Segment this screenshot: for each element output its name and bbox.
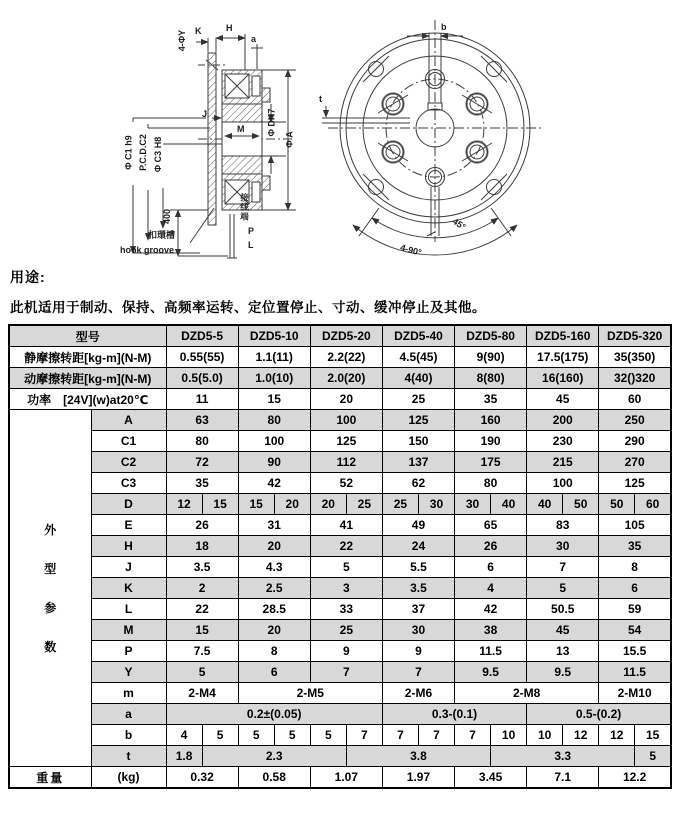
dim-value-cell: 7.5 [166, 641, 238, 662]
dim-value-cell: 26 [166, 515, 238, 536]
spec-table-body [9, 325, 671, 788]
dim-value-cell: 42 [455, 599, 527, 620]
dim-value-cell: 72 [166, 452, 238, 473]
label-dim-h: H [226, 23, 233, 33]
dim-value-cell: 2-M8 [455, 683, 599, 704]
spec-value-cell: 17.5(175) [527, 347, 599, 368]
dim-row-label: P [91, 641, 166, 662]
spec-row-label: 静摩擦转距[kg-m](N-M) [9, 347, 166, 368]
label-dim-c1: Φ C1 h9 [123, 135, 134, 170]
flange-block-lower [262, 176, 270, 190]
dim-value-cell: 20 [310, 494, 346, 515]
dim-value-cell: 190 [455, 431, 527, 452]
dim-value-cell: 100 [527, 473, 599, 494]
dim-value-cell: 10 [527, 725, 563, 746]
dim-value-cell: 2-M6 [382, 683, 454, 704]
label-dim-A: Φ A [284, 131, 295, 148]
spec-value-cell: 25 [382, 389, 454, 410]
dim-value-cell: 4 [166, 725, 202, 746]
coil-winding-upper [225, 74, 249, 98]
dim-value-cell: 215 [527, 452, 599, 473]
label-hook-groove-en: hook groove [120, 245, 175, 255]
dim-value-cell: 35 [599, 536, 671, 557]
dim-value-cell: 12 [563, 725, 599, 746]
dim-value-cell: 1.8 [166, 746, 202, 767]
dim-row-label: C3 [91, 473, 166, 494]
weight-value-cell: 7.1 [527, 767, 599, 789]
dim-value-cell: 0.3-(0.1) [382, 704, 526, 725]
dim-row-label: D [91, 494, 166, 515]
dim-row-label: K [91, 578, 166, 599]
dim-value-cell: 112 [310, 452, 382, 473]
dim-value-cell: 150 [382, 431, 454, 452]
front-lead-wires [427, 187, 439, 236]
dim-value-cell: 5 [238, 725, 274, 746]
weight-value-cell: 0.58 [238, 767, 310, 789]
dim-row-label: E [91, 515, 166, 536]
dim-value-cell: 54 [599, 620, 671, 641]
hub-upper [222, 104, 262, 122]
label-dim-l: L [248, 240, 254, 250]
technical-drawings [0, 0, 680, 265]
dim-value-cell: 25 [346, 494, 382, 515]
spec-table [8, 324, 672, 789]
weight-value-cell: 3.45 [455, 767, 527, 789]
weight-value-cell: 1.07 [310, 767, 382, 789]
spec-value-cell: 16(160) [527, 368, 599, 389]
dim-value-cell: 6 [455, 557, 527, 578]
spec-value-cell: 20 [310, 389, 382, 410]
dim-value-cell: 20 [274, 494, 310, 515]
dim-value-cell: 7 [382, 662, 454, 683]
dim-row-label: A [91, 410, 166, 431]
spec-value-cell: 8(80) [455, 368, 527, 389]
dim-value-cell: 30 [418, 494, 454, 515]
dim-value-cell: 125 [310, 431, 382, 452]
dim-value-cell: 7 [310, 662, 382, 683]
dim-value-cell: 26 [455, 536, 527, 557]
dim-value-cell: 137 [382, 452, 454, 473]
dim-value-cell: 22 [310, 536, 382, 557]
dim-value-cell: 0.5-(0.2) [527, 704, 671, 725]
dim-value-cell: 15 [635, 725, 671, 746]
dim-value-cell: 18 [166, 536, 238, 557]
dim-value-cell: 38 [455, 620, 527, 641]
dim-value-cell: 3 [310, 578, 382, 599]
dim-value-cell: 4.3 [238, 557, 310, 578]
dim-value-cell: 8 [599, 557, 671, 578]
dim-value-cell: 290 [599, 431, 671, 452]
dim-value-cell: 40 [527, 494, 563, 515]
lead-wires [227, 214, 237, 258]
dim-value-cell: 30 [527, 536, 599, 557]
dim-value-cell: 5.5 [382, 557, 454, 578]
dim-value-cell: 59 [599, 599, 671, 620]
dim-value-cell: 83 [527, 515, 599, 536]
dim-value-cell: 25 [310, 620, 382, 641]
dim-row-label: C1 [91, 431, 166, 452]
dim-value-cell: 24 [382, 536, 454, 557]
dim-row-label: Y [91, 662, 166, 683]
dim-value-cell: 15 [166, 620, 238, 641]
dim-value-cell: 22 [166, 599, 238, 620]
bearing-lower [252, 182, 260, 202]
dim-value-cell: 9.5 [527, 662, 599, 683]
dim-value-cell: 15.5 [599, 641, 671, 662]
dim-value-cell: 50 [599, 494, 635, 515]
dim-value-cell: 20 [238, 620, 310, 641]
weight-value-cell: 1.97 [382, 767, 454, 789]
spec-value-cell: 2.2(22) [310, 347, 382, 368]
spec-value-cell: 35(350) [599, 347, 671, 368]
label-dim-4-90deg: 4-90° [399, 242, 423, 258]
dim-value-cell: 60 [635, 494, 671, 515]
spec-value-cell: 2.0(20) [310, 368, 382, 389]
usage-section [10, 267, 670, 316]
spec-value-cell: 4.5(45) [382, 347, 454, 368]
dim-value-cell: 15 [202, 494, 238, 515]
dim-value-cell: 80 [238, 410, 310, 431]
dim-value-cell: 5 [635, 746, 671, 767]
label-terminal: 接线端 [239, 193, 250, 222]
spec-value-cell: 0.5(5.0) [166, 368, 238, 389]
weight-row-label: 重量 [9, 767, 91, 789]
dim-row-label: C2 [91, 452, 166, 473]
dim-value-cell: 200 [527, 410, 599, 431]
label-dim-c3: Φ C3 H8 [153, 136, 164, 173]
model-header-cell: DZD5-10 [238, 325, 310, 347]
dim-value-cell: 4 [455, 578, 527, 599]
dim-value-cell: 41 [310, 515, 382, 536]
dim-value-cell: 12 [166, 494, 202, 515]
model-header-cell: DZD5-20 [310, 325, 382, 347]
spec-row-label: 功率 [24V](w)at20℃ [9, 389, 166, 410]
dim-400-line [170, 210, 228, 256]
dim-value-cell: 13 [527, 641, 599, 662]
dim-value-cell: 2-M4 [166, 683, 238, 704]
dim-value-cell: 80 [455, 473, 527, 494]
armature-plate [208, 53, 216, 225]
front-view [322, 20, 542, 258]
label-hook-groove-cn: 扣環槽 [148, 230, 176, 240]
model-header-label: 型号 [9, 325, 166, 347]
dim-value-cell: 12 [599, 725, 635, 746]
dim-value-cell: 49 [382, 515, 454, 536]
dim-value-cell: 2-M5 [238, 683, 382, 704]
label-dim-b: b [441, 22, 447, 32]
dim-value-cell: 0.2±(0.05) [166, 704, 382, 725]
dim-value-cell: 62 [382, 473, 454, 494]
dim-value-cell: 5 [166, 662, 238, 683]
dim-row-label: b [91, 725, 166, 746]
label-dim-45deg: 45° [450, 216, 468, 233]
spec-value-cell: 0.55(55) [166, 347, 238, 368]
dim-value-cell: 7 [418, 725, 454, 746]
label-dim-400: 400 [162, 208, 173, 225]
dim-value-cell: 9 [310, 641, 382, 662]
model-header-cell: DZD5-80 [455, 325, 527, 347]
dim-value-cell: 8 [238, 641, 310, 662]
dim-value-cell: 45 [527, 620, 599, 641]
weight-value-cell: 0.32 [166, 767, 238, 789]
dim-value-cell: 5 [310, 557, 382, 578]
spec-value-cell: 1.1(11) [238, 347, 310, 368]
dim-value-cell: 30 [455, 494, 491, 515]
usage-text: 此机适用于制动、保持、高频率运转、定位置停止、寸动、缓冲停止及其他。 [10, 300, 486, 315]
dim-value-cell: 5 [202, 725, 238, 746]
usage-heading: 用途: [10, 269, 46, 285]
dim-value-cell: 3.8 [346, 746, 490, 767]
dim-value-cell: 6 [238, 662, 310, 683]
dim-value-cell: 30 [382, 620, 454, 641]
label-dim-t: t [319, 94, 322, 104]
dim-value-cell: 40 [491, 494, 527, 515]
dim-row-label: t [91, 746, 166, 767]
spec-value-cell: 15 [238, 389, 310, 410]
dim-value-cell: 50.5 [527, 599, 599, 620]
dim-value-cell: 2-M10 [599, 683, 671, 704]
dim-value-cell: 270 [599, 452, 671, 473]
dim-value-cell: 2.5 [238, 578, 310, 599]
dim-value-cell: 125 [382, 410, 454, 431]
dim-value-cell: 7 [527, 557, 599, 578]
dim-value-cell: 9.5 [455, 662, 527, 683]
dim-value-cell: 7 [382, 725, 418, 746]
model-header-cell: DZD5-320 [599, 325, 671, 347]
label-dim-4y: 4-ΦY [177, 29, 188, 52]
dimension-group-label: 外 型 参 数 [9, 410, 91, 767]
model-header-cell: DZD5-40 [382, 325, 454, 347]
spec-value-cell: 32()320 [599, 368, 671, 389]
dim-value-cell: 65 [455, 515, 527, 536]
dim-value-cell: 3.3 [491, 746, 635, 767]
dim-value-cell: 7 [455, 725, 491, 746]
dim-value-cell: 10 [491, 725, 527, 746]
dim-value-cell: 7 [346, 725, 382, 746]
label-dim-a: a [251, 34, 257, 44]
dim-value-cell: 28.5 [238, 599, 310, 620]
dim-value-cell: 31 [238, 515, 310, 536]
spec-value-cell: 9(90) [455, 347, 527, 368]
label-dim-dh7: Φ DH7 [266, 108, 277, 137]
dim-value-cell: 3.5 [382, 578, 454, 599]
dim-value-cell: 35 [166, 473, 238, 494]
dim-value-cell: 42 [238, 473, 310, 494]
dim-value-cell: 160 [455, 410, 527, 431]
weight-value-cell: 12.2 [599, 767, 671, 789]
dim-row-label: m [91, 683, 166, 704]
dim-value-cell: 52 [310, 473, 382, 494]
dim-row-label: a [91, 704, 166, 725]
label-dim-m: M [237, 124, 245, 134]
flange-block-upper [262, 88, 270, 102]
dim-value-cell: 11.5 [599, 662, 671, 683]
dim-value-cell: 250 [599, 410, 671, 431]
dim-value-cell: 25 [382, 494, 418, 515]
spec-value-cell: 60 [599, 389, 671, 410]
dim-value-cell: 80 [166, 431, 238, 452]
dim-value-cell: 5 [310, 725, 346, 746]
dim-value-cell: 6 [599, 578, 671, 599]
dim-row-label: H [91, 536, 166, 557]
dim-row-label: J [91, 557, 166, 578]
spec-row-label: 动摩擦转距[kg-m](N-M) [9, 368, 166, 389]
dim-value-cell: 20 [238, 536, 310, 557]
spec-value-cell: 35 [455, 389, 527, 410]
label-dim-k: K [195, 26, 202, 36]
dim-value-cell: 2.3 [202, 746, 346, 767]
dim-value-cell: 3.5 [166, 557, 238, 578]
dim-value-cell: 63 [166, 410, 238, 431]
dim-value-cell: 105 [599, 515, 671, 536]
dim-value-cell: 11.5 [455, 641, 527, 662]
bearing-upper [252, 76, 260, 96]
spec-value-cell: 11 [166, 389, 238, 410]
dim-value-cell: 100 [310, 410, 382, 431]
hub-lower [222, 156, 262, 174]
spec-value-cell: 45 [527, 389, 599, 410]
drawing-canvas [0, 0, 680, 265]
label-dim-p: P [248, 226, 255, 236]
spec-value-cell: 1.0(10) [238, 368, 310, 389]
dim-value-cell: 33 [310, 599, 382, 620]
dim-value-cell: 230 [527, 431, 599, 452]
dim-value-cell: 5 [274, 725, 310, 746]
dim-value-cell: 90 [238, 452, 310, 473]
dim-value-cell: 50 [563, 494, 599, 515]
dim-value-cell: 2 [166, 578, 238, 599]
model-header-cell: DZD5-5 [166, 325, 238, 347]
dim-value-cell: 175 [455, 452, 527, 473]
weight-unit-label: (kg) [91, 767, 166, 789]
dim-value-cell: 15 [238, 494, 274, 515]
dim-value-cell: 9 [382, 641, 454, 662]
dim-value-cell: 100 [238, 431, 310, 452]
dim-value-cell: 5 [527, 578, 599, 599]
spec-value-cell: 4(40) [382, 368, 454, 389]
dim-row-label: L [91, 599, 166, 620]
dim-row-label: M [91, 620, 166, 641]
dim-value-cell: 37 [382, 599, 454, 620]
label-dim-pcd: P.C.D.C2 [137, 134, 148, 171]
model-header-cell: DZD5-160 [527, 325, 599, 347]
label-dim-j: J [202, 109, 208, 119]
dim-value-cell: 125 [599, 473, 671, 494]
